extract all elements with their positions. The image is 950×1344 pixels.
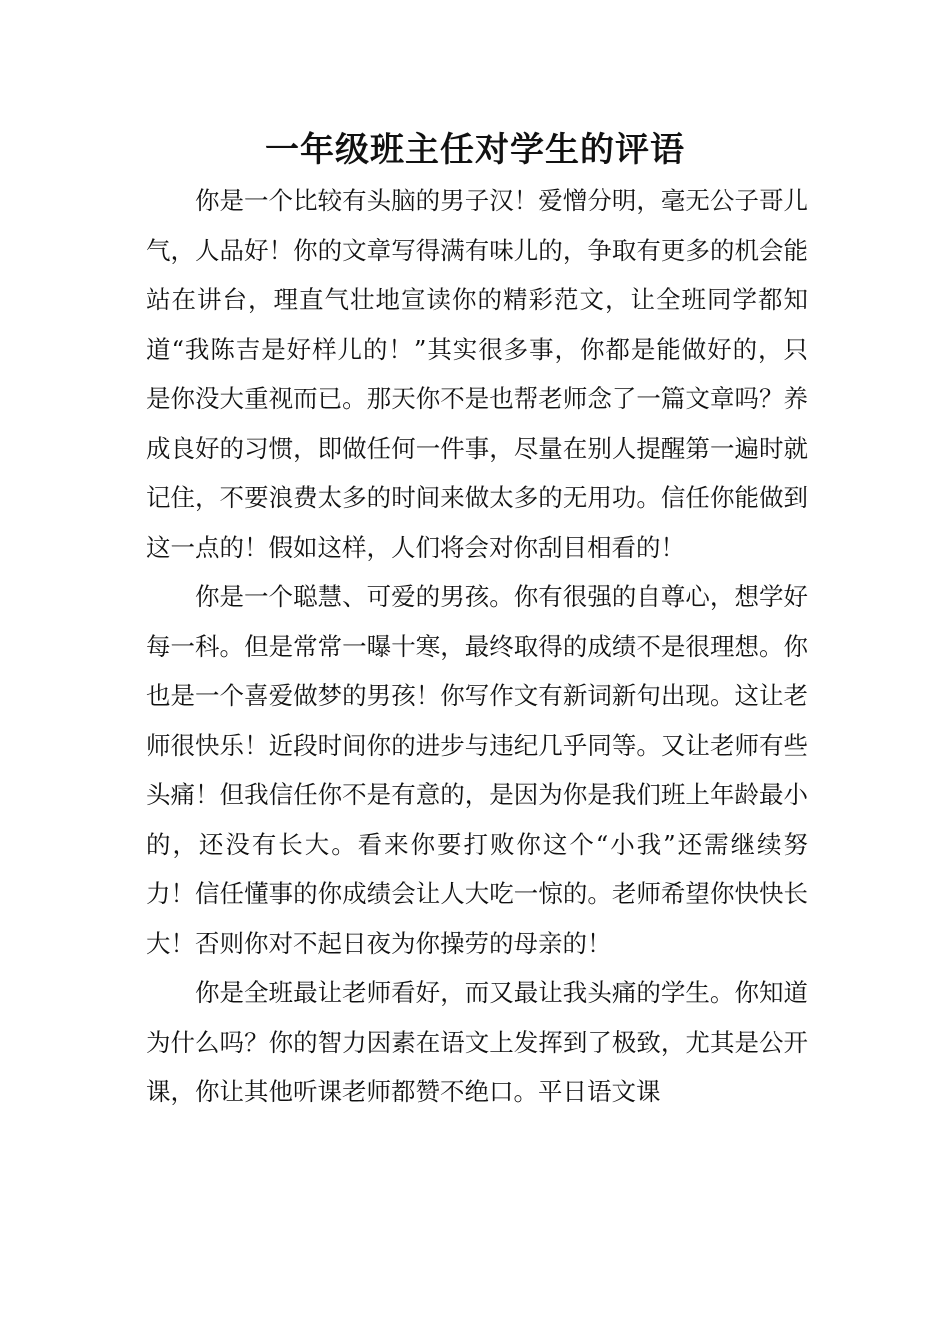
paragraph-1: 你是一个比较有头脑的男子汉！爱憎分明，毫无公子哥儿气，人品好！你的文章写得满有味儿的，争取有更多的机会能站在讲台，理直气壮地宣读你的精彩范文，让全班同学都知道“我陈吉是好样儿的！”其实很多事，你都是能做好的，只是你没大重视而已。那天你不是也帮老师念了一篇文章吗？养成良好的习惯，即做任何一件事，尽量在别人提醒第一遍时就记住，不要浪费太多的时间来做太多的无用功。信任你能做到这一点的！假如这样，人们将会对你刮目相看的！: [146, 186, 808, 562]
paragraph-3: 你是全班最让老师看好，而又最让我头痛的学生。你知道为什么吗？你的智力因素在语文上发挥到了极致，尤其是公开课，你让其他听课老师都赞不绝口。平日语文课: [146, 978, 808, 1106]
document-title: 一年级班主任对学生的评语: [265, 130, 685, 170]
paragraph-2: 你是一个聪慧、可爱的男孩。你有很强的自尊心，想学好每一科。但是常常一曝十寒，最终取得的成绩不是很理想。你也是一个喜爱做梦的男孩！你写作文有新词新句出现。这让老师很快乐！近段时间你的进步与违纪几乎同等。又让老师有些头痛！但我信任你不是有意的，是因为你是我们班上年龄最小的，还没有长大。看来你要打败你这个“小我”还需继续努力！信任懂事的你成绩会让人大吃一惊的。老师希望你快快长大！否则你对不起日夜为你操劳的母亲的！: [146, 582, 808, 958]
document-body: [146, 176, 808, 1117]
